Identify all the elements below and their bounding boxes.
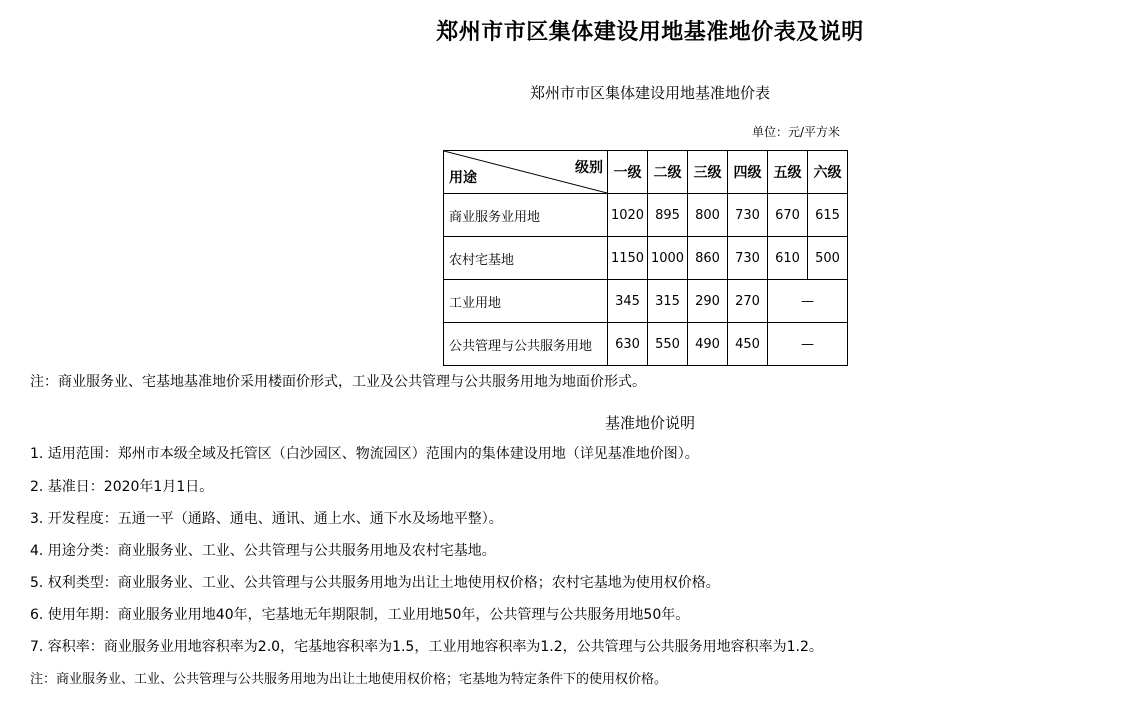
price-cell: 630: [608, 323, 648, 366]
level-header: 二级: [648, 151, 688, 194]
table-row: [444, 194, 848, 237]
unit-label: 单位：元/平方米: [752, 125, 841, 139]
price-cell: 290: [688, 280, 728, 323]
land-price-table: [443, 150, 848, 366]
merged-empty-cell: —: [768, 280, 848, 323]
table-title: 郑州市市区集体建设用地基准地价表: [529, 84, 770, 102]
level-header: 三级: [688, 151, 728, 194]
explanation-footnote: 注：商业服务业、工业、公共管理与公共服务用地为出让土地使用权价格；宅基地为特定条件下的使用权价格。: [30, 672, 668, 687]
explanation-item: 2. 基准日：2020年1月1日。: [30, 479, 214, 495]
explanation-title: 基准地价说明: [604, 414, 695, 432]
document-title: 郑州市市区集体建设用地基准地价表及说明: [436, 19, 864, 45]
price-cell: 490: [688, 323, 728, 366]
level-header: 五级: [768, 151, 808, 194]
explanation-item: 7. 容积率：商业服务业用地容积率为2.0，宅基地容积率为1.5，工业用地容积率为1.2，公共管理与公共服务用地容积率为1.2。: [30, 639, 823, 655]
price-cell: 345: [608, 280, 648, 323]
price-cell: 1020: [608, 194, 648, 237]
price-cell: 670: [768, 194, 808, 237]
explanation-item: 6. 使用年期：商业服务业用地40年，宅基地无年期限制，工业用地50年，公共管理与公共服务用地50年。: [30, 607, 690, 623]
explanation-item: 4. 用途分类：商业服务业、工业、公共管理与公共服务用地及农村宅基地。: [30, 543, 496, 559]
explanation-item: 5. 权利类型：商业服务业、工业、公共管理与公共服务用地为出让土地使用权价格；农村宅基地为使用权价格。: [30, 575, 720, 591]
price-cell: 315: [648, 280, 688, 323]
explanation-item: 3. 开发程度：五通一平（通路、通电、通讯、通上水、通下水及场地平整）。: [30, 511, 503, 527]
price-cell: 270: [728, 280, 768, 323]
price-cell: 550: [648, 323, 688, 366]
table-row: [444, 237, 848, 280]
use-axis-label: 用途: [449, 170, 477, 186]
table-note: 注：商业服务业、宅基地基准地价采用楼面价形式，工业及公共管理与公共服务用地为地面价形式。: [30, 374, 646, 390]
price-cell: 1150: [608, 237, 648, 280]
use-cell: 公共管理与公共服务用地: [444, 323, 608, 366]
table-header-row: [444, 151, 848, 194]
use-cell: 农村宅基地: [444, 237, 608, 280]
level-header: 一级: [608, 151, 648, 194]
use-cell: 工业用地: [444, 280, 608, 323]
price-cell: 730: [728, 237, 768, 280]
use-cell: 商业服务业用地: [444, 194, 608, 237]
explanation-item: 1. 适用范围：郑州市本级全域及托管区（白沙园区、物流园区）范围内的集体建设用地（详见基准地价图）。: [30, 446, 699, 462]
price-cell: 800: [688, 194, 728, 237]
level-header: 六级: [808, 151, 848, 194]
price-cell: 450: [728, 323, 768, 366]
merged-empty-cell: —: [768, 323, 848, 366]
level-header: 四级: [728, 151, 768, 194]
price-cell: 895: [648, 194, 688, 237]
price-cell: 730: [728, 194, 768, 237]
price-cell: 860: [688, 237, 728, 280]
price-cell: 610: [768, 237, 808, 280]
price-cell: 615: [808, 194, 848, 237]
level-axis-label: 级别: [575, 160, 603, 176]
price-cell: 500: [808, 237, 848, 280]
diagonal-header-cell: [444, 151, 608, 194]
table-row: [444, 280, 848, 323]
price-cell: 1000: [648, 237, 688, 280]
table-row: [444, 323, 848, 366]
